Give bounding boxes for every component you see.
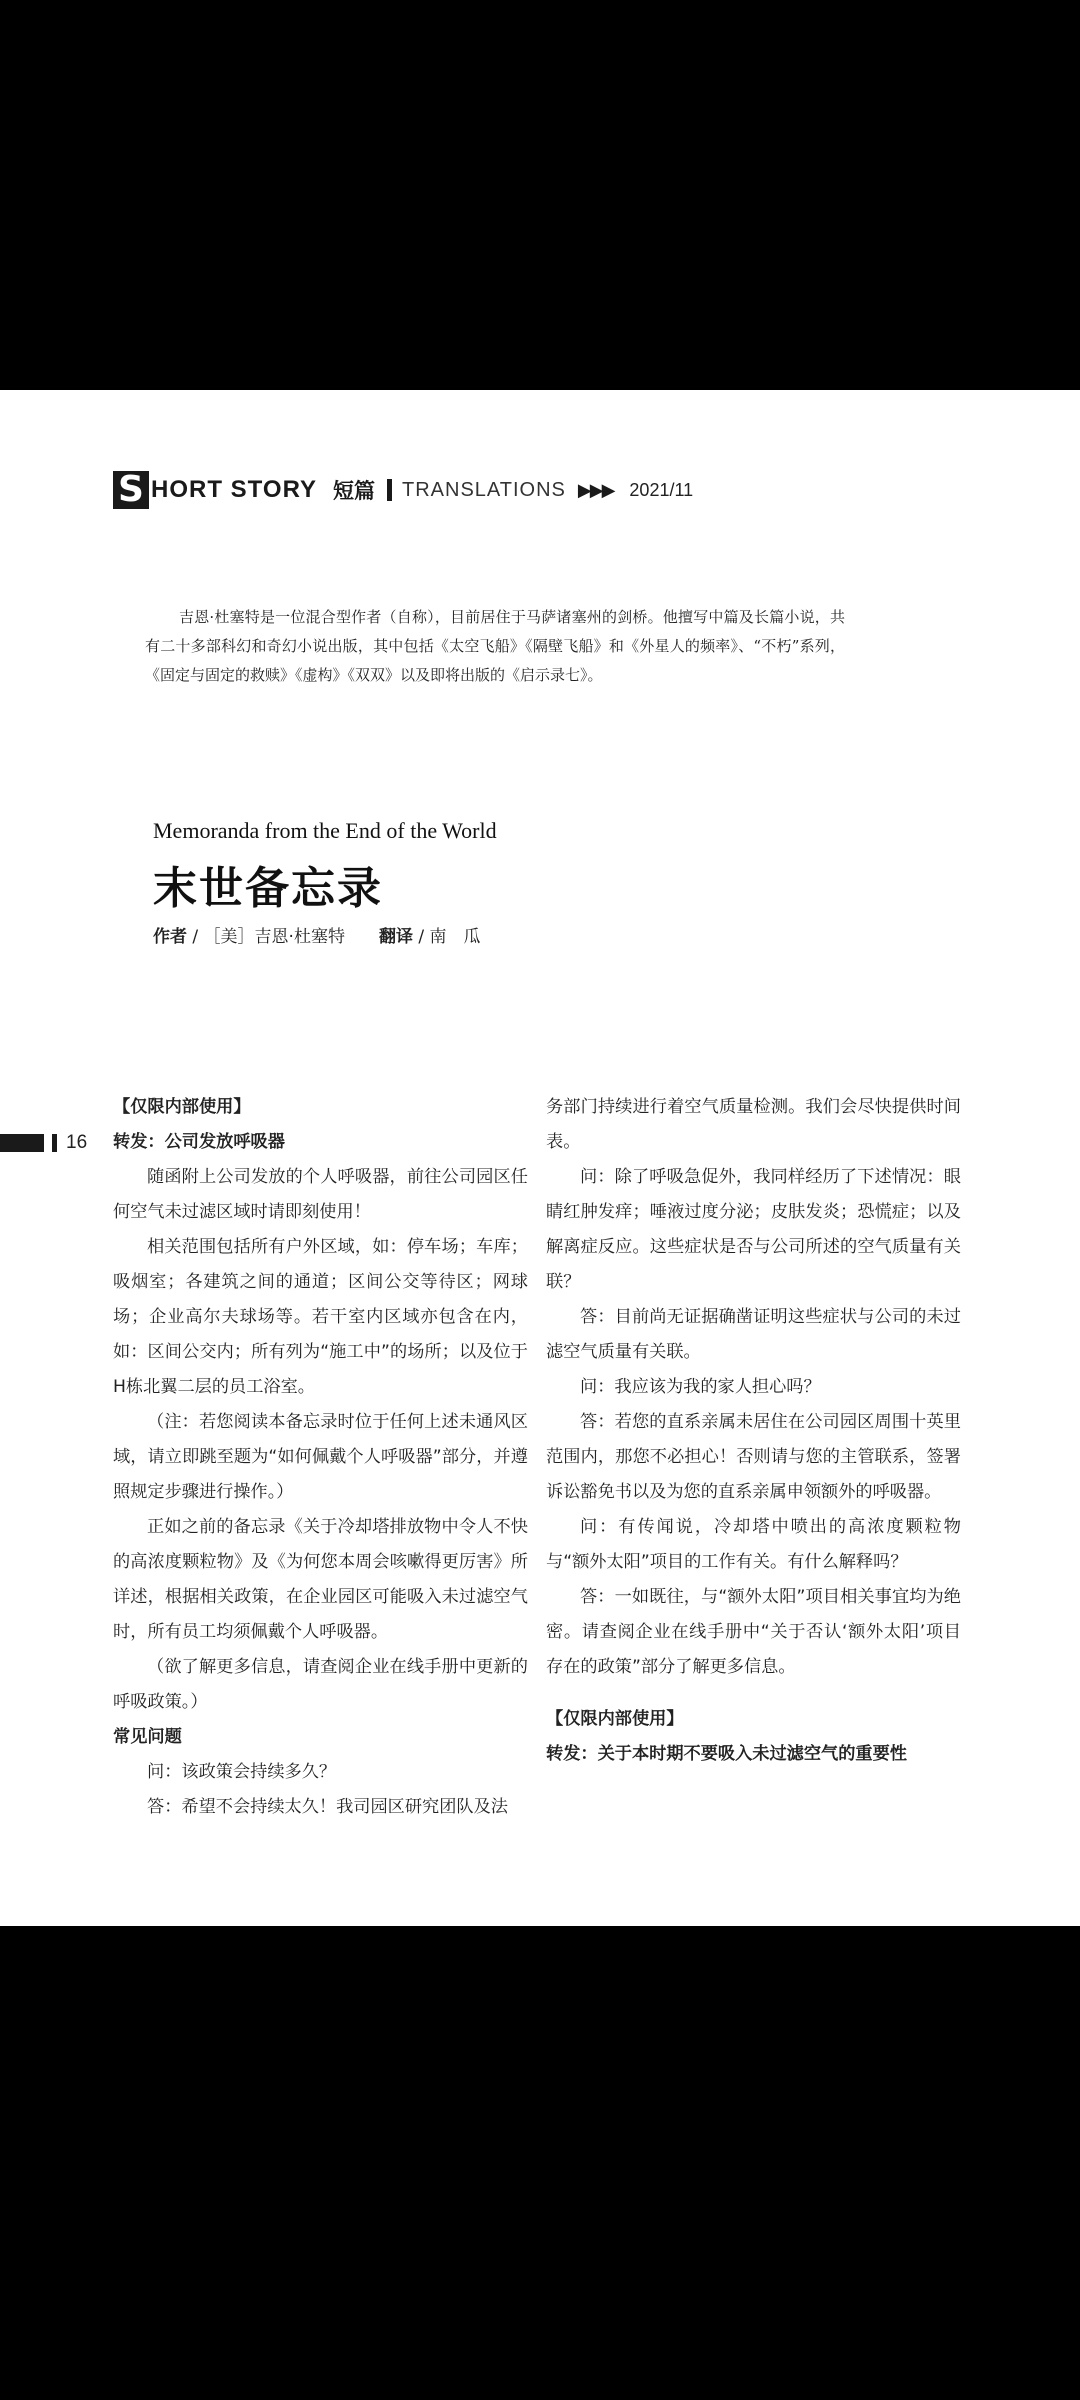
- series-title: HORT STORY: [151, 476, 318, 503]
- body-paragraph: 相关范围包括所有户外区域，如：停车场；车库；吸烟室；各建筑之间的通道；区间公交等待区；网球场；企业高尔夫球场等。若干室内区域亦包含在内，如：区间公交内；所有列为“施工中”的场所；以及位于H栋北翼二层的员工浴室。: [113, 1237, 528, 1397]
- page-header: [113, 470, 693, 510]
- section-heading: 转发：关于本时期不要吸入未过滤空气的重要性: [546, 1744, 907, 1764]
- author-bio-text: 吉恩·杜塞特是一位混合型作者（自称），目前居住于马萨诸塞州的剑桥。他擅写中篇及长篇小说，共有二十多部科幻和奇幻小说出版，其中包括《太空飞船》《隔壁飞船》和《外星人的频率》、“不朽”系列，《固定与固定的救赎》《虚构》《双双》以及即将出版的《启示录七》。: [145, 608, 845, 684]
- body-paragraph: 答：希望不会持续太久！我司园区研究团队及法: [147, 1797, 508, 1817]
- header-divider: [387, 479, 392, 501]
- translator-label: 翻译: [378, 927, 413, 947]
- body-paragraph: 问：该政策会持续多久？: [147, 1762, 337, 1782]
- magazine-page: [0, 390, 1080, 1926]
- body-paragraph: 答：目前尚无证据确凿证明这些症状与公司的未过滤空气质量有关联。: [546, 1307, 961, 1362]
- author-bio: [145, 603, 845, 690]
- body-paragraph: 答：一如既往，与“额外太阳”项目相关事宜均为绝密。请查阅企业在线手册中“关于否认‘额外太阳’项目存在的政策”部分了解更多信息。: [546, 1587, 961, 1677]
- arrows-icon: ▶▶▶: [577, 479, 614, 501]
- title-chinese: 末世备忘录: [153, 863, 383, 914]
- series-title-cn: 短篇: [333, 479, 376, 503]
- body-paragraph: （欲了解更多信息，请查阅企业在线手册中更新的呼吸政策。）: [113, 1657, 528, 1712]
- title-english: Memoranda from the End of the World: [153, 818, 497, 843]
- body-paragraph: 随函附上公司发放的个人呼吸器，前往公司园区任何空气未过滤区域时请即刻使用！: [113, 1167, 528, 1222]
- left-column: [113, 1090, 528, 1825]
- body-paragraph: 问：有传闻说，冷却塔中喷出的高浓度颗粒物与“额外太阳”项目的工作有关。有什么解释吗？: [546, 1517, 961, 1572]
- body-paragraph: 正如之前的备忘录《关于冷却塔排放物中令人不快的高浓度颗粒物》及《为何您本周会咳嗽得更厉害》所详述，根据相关政策，在企业园区可能吸入未过滤空气时，所有员工均须佩戴个人呼吸器。: [113, 1517, 528, 1642]
- page-marker-bar: [0, 1134, 44, 1152]
- section-heading: 常见问题: [113, 1727, 182, 1747]
- body-paragraph: 答：若您的直系亲属未居住在公司园区周围十英里范围内，那您不必担心！否则请与您的主管联系，签署诉讼豁免书以及为您的直系亲属申领额外的呼吸器。: [546, 1412, 961, 1502]
- section-label: TRANSLATIONS: [402, 478, 566, 501]
- body-paragraph: 问：除了呼吸急促外，我同样经历了下述情况：眼睛红肿发痒；唾液过度分泌；皮肤发炎；恐慌症；以及解离症反应。这些症状是否与公司所述的空气质量有关联？: [546, 1167, 961, 1292]
- page-marker-divider: [52, 1134, 57, 1152]
- translator-name: / 南 瓜: [412, 927, 481, 947]
- right-column: [546, 1090, 961, 1772]
- author-name: / ［美］吉恩·杜塞特: [187, 927, 345, 947]
- section-heading: 【仅限内部使用】: [113, 1097, 251, 1117]
- section-heading: 【仅限内部使用】: [546, 1709, 684, 1729]
- page-number: 16: [66, 1132, 88, 1153]
- credits: [153, 922, 481, 947]
- paragraph-spacer: [546, 1685, 961, 1702]
- body-paragraph: 问：我应该为我的家人担心吗？: [580, 1377, 821, 1397]
- series-logo-letter: S: [113, 471, 149, 509]
- body-paragraph: （注：若您阅读本备忘录时位于任何上述未通风区域，请立即跳至题为“如何佩戴个人呼吸器”部分，并遵照规定步骤进行操作。）: [113, 1412, 528, 1502]
- author-label: 作者: [153, 927, 187, 947]
- section-heading: 转发：公司发放呼吸器: [113, 1132, 285, 1152]
- body-paragraph: 务部门持续进行着空气质量检测。我们会尽快提供时间表。: [546, 1097, 961, 1152]
- issue-date: 2021/11: [629, 479, 694, 500]
